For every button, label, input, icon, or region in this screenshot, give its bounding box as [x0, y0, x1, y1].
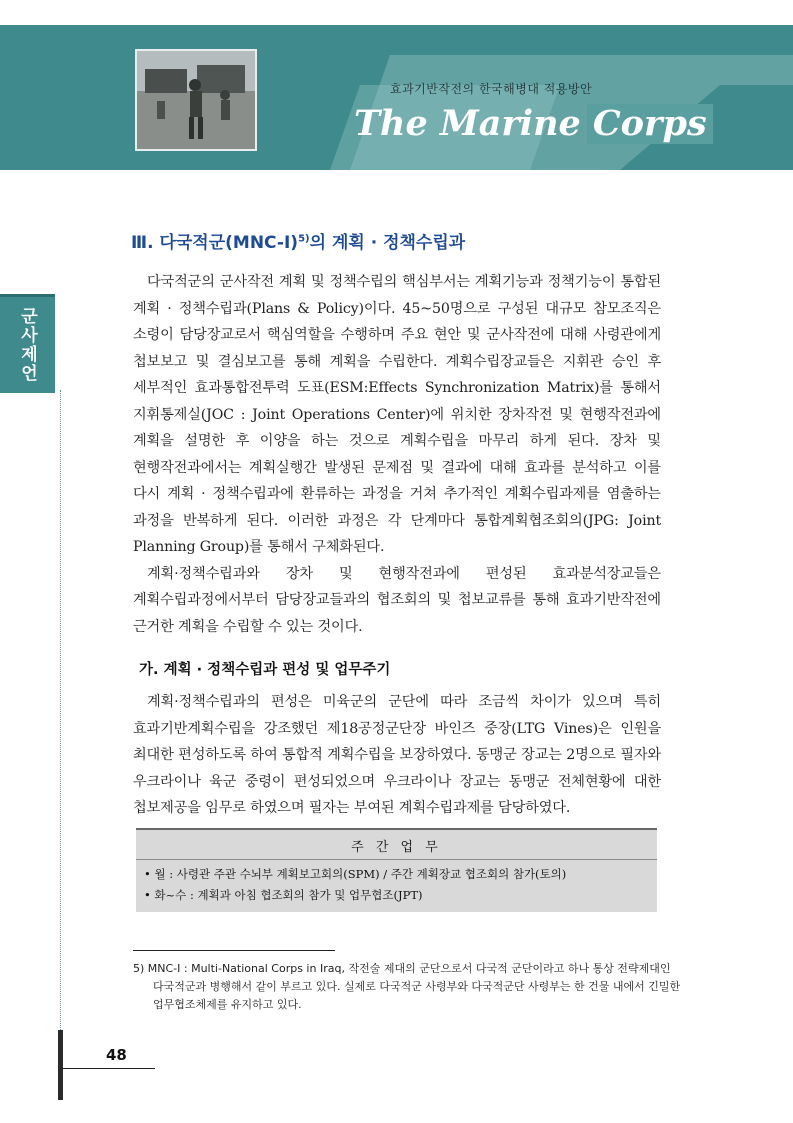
weekly-task-item: • 월 : 사령관 주관 수뇌부 계획보고회의(SPM) / 주간 계획장교 협조회의 참가(토의)	[144, 866, 567, 881]
footnote-divider	[133, 950, 335, 951]
page-number-rule	[60, 1068, 155, 1069]
side-dotted-line	[60, 390, 61, 1030]
header-subtitle: 효과기반작전의 한국해병대 적용방안	[390, 82, 593, 96]
subsection-paragraph: 계획·정책수립과의 편성은 미육군의 군단에 따라 조금씩 차이가 있으며 특히 효과기반계획수립을 강조했던 제18공정군단장 바인즈 중장(LTG Vines)은 인원을 최대한 편성하도록 하여 통합적 계획수립을 보장하였다. 동맹군 장교는 2명으로 필자와 우크라이나 육군 중령이 편성되었으며 우크라이나 장교는 동맹군 전체현황에 대한 첩보제공을 임무로 하였으며 필자는 부여된 계획수립과제를 담당하였다.	[133, 694, 661, 816]
subsection-heading: 가. 계획 · 정책수립과 편성 및 업무주기	[139, 662, 391, 678]
section-heading	[131, 228, 661, 253]
weekly-tasks-box	[136, 828, 657, 912]
footnote-reference: 5)	[298, 233, 310, 245]
brand-logo	[354, 104, 713, 144]
header-stripe-graphic	[0, 25, 793, 170]
brand-word-the-marine: The Marine	[354, 103, 581, 144]
page-number: 48	[106, 1046, 127, 1064]
side-tab-label: 군사제언	[17, 307, 37, 383]
main-content	[133, 228, 661, 912]
brand-word-corps: Corps	[587, 104, 713, 144]
section-heading-suffix: 의 계획 · 정책수립과	[309, 233, 466, 253]
marine-soldiers-photo	[135, 49, 257, 151]
weekly-tasks-title: 주 간 업 무	[351, 839, 442, 855]
body-paragraph-2: 계획·정책수립과와 장차 및 현행작전과에 편성된 효과분석장교들은 계획수립과정에서부터 담당장교들과의 협조회의 및 첩보교류를 통해 효과기반작전에 근거한 계획을 수립할 수 있는 것이다.	[133, 565, 661, 635]
body-paragraph-1: 다국적군의 군사작전 계획 및 정책수립의 핵심부서는 계획기능과 정책기능이 통합된 계획 · 정책수립과(Plans & Policy)이다. 45~50명으로 구성된 대규모 참모조직은 소령이 담당장교로서 핵심역할을 수행하며 주요 현안 및 군사작전에 대해 사령관에게 첩보보고 및 결심보고를 통해 계획을 수립한다. 계획수립장교들은 지휘관 승인 후 세부적인 효과통합전투력 도표(ESM:Effects Synchronization Matrix)를 통해서 지휘통제실(JOC : Joint Operations Center)에 위치한 장차작전 및 현행작전과에 계획을 설명한 후 이양을 하는 것으로 계획수립을 마무리 하게 된다. 장차 및 현행작전과에서는 계획실행간 발생된 문제점 및 결과에 대해 효과를 분석하고 이를 다시 계획 · 정책수립과에 환류하는 과정을 거쳐 추가적인 계획수립과제를 염출하는 과정을 반복하게 된다. 이러한 과정은 각 단계마다 통합계획협조회의(JPG: Joint Planning Group)를 통해서 구체화된다.	[133, 274, 661, 555]
weekly-task-item: • 화~수 : 계획과 아침 협조회의 참가 및 업무협조(JPT)	[144, 887, 423, 902]
section-heading-text: Ⅲ. 다국적군(MNC-I)	[131, 233, 299, 253]
header-band	[0, 25, 793, 170]
footnote: 5) MNC-I : Multi-National Corps in Iraq, 작전술 제대의 군단으로서 다국적 군단이라고 하나 통상 전략제대인 다국적군과 병행해서 같이 부르고 있다. 실제로 다국적군 사령부와 다국적군단 사령부는 한 건물 내에서 긴밀한 업무협조체제를 유지하고 있다.	[133, 962, 681, 1011]
side-thick-line	[58, 1030, 63, 1100]
photo-illustration	[137, 51, 255, 149]
side-section-tab	[0, 294, 55, 393]
box-divider	[136, 859, 657, 860]
